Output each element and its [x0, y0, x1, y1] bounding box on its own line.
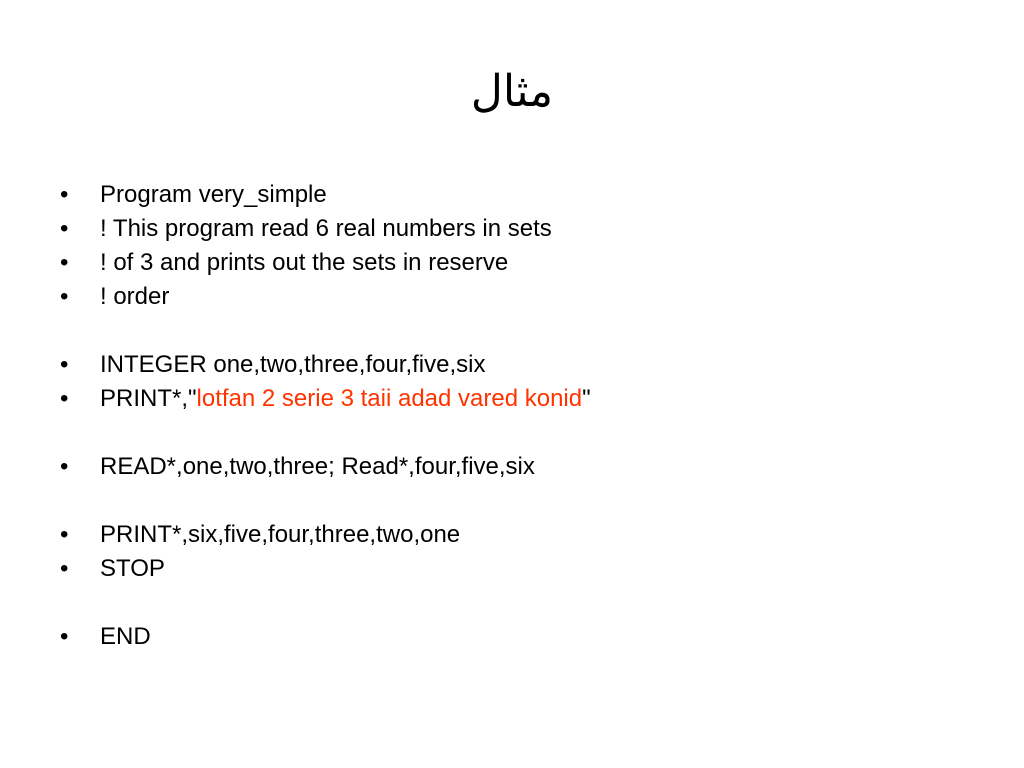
list-item — [60, 212, 980, 246]
list-item — [60, 178, 980, 212]
list-item-text: STOP — [100, 555, 165, 582]
list-item-text — [100, 382, 591, 416]
spacer — [60, 586, 980, 620]
bullet-icon: • — [60, 521, 69, 548]
list-item-text: Program very_simple — [100, 181, 327, 208]
list-item-text: ! order — [100, 283, 170, 310]
bullet-icon: • — [60, 623, 69, 650]
list-item — [60, 246, 980, 280]
bullet-icon: • — [60, 249, 69, 276]
list-item-text: READ*,one,two,three; Read*,four,five,six — [100, 453, 535, 480]
list-item-text: INTEGER one,two,three,four,five,six — [100, 351, 486, 378]
bullet-icon: • — [60, 215, 69, 242]
bullet-icon: • — [60, 283, 69, 310]
bullet-icon: • — [60, 385, 69, 412]
list-item-text: PRINT*,six,five,four,three,two,one — [100, 521, 461, 548]
code-bullet-list — [60, 178, 980, 654]
list-item — [60, 348, 980, 382]
spacer — [60, 314, 980, 348]
slide-title: مثال — [470, 66, 554, 117]
list-item — [60, 518, 980, 552]
bullet-icon: • — [60, 453, 69, 480]
list-item — [60, 382, 980, 416]
list-item-text: END — [100, 623, 151, 650]
highlighted-string: lotfan 2 serie 3 taii adad vared konid — [196, 385, 583, 412]
list-item-text: ! of 3 and prints out the sets in reserve — [100, 249, 509, 276]
list-item — [60, 552, 980, 586]
print-prefix: PRINT*," — [100, 385, 197, 412]
bullet-icon: • — [60, 351, 69, 378]
spacer — [60, 416, 980, 450]
list-item-text: ! This program read 6 real numbers in sets — [100, 215, 552, 242]
bullet-icon: • — [60, 181, 69, 208]
list-item — [60, 620, 980, 654]
list-item — [60, 280, 980, 314]
print-suffix: " — [582, 385, 591, 412]
spacer — [60, 484, 980, 518]
list-item — [60, 450, 980, 484]
bullet-icon: • — [60, 555, 69, 582]
